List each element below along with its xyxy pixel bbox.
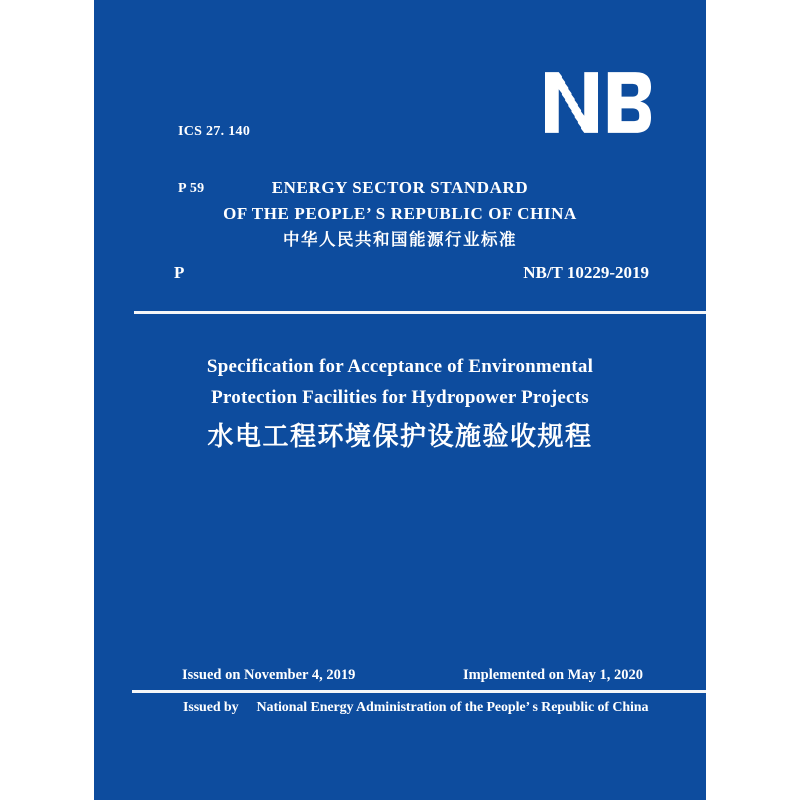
dates-row (182, 667, 643, 684)
ics-code: ICS 27. 140 (178, 124, 251, 139)
standard-cover (94, 0, 706, 800)
title-en-line2: Protection Facilities for Hydropower Projects (211, 387, 589, 408)
horizontal-rule-bottom (132, 690, 706, 693)
standard-org-header (94, 179, 706, 249)
org-name-en-line2: OF THE PEOPLE’ S REPUBLIC OF CHINA (223, 204, 577, 223)
title-en-line1: Specification for Acceptance of Environmental (206, 356, 594, 377)
class-letter: P (174, 263, 185, 282)
standard-number: NB/T 10229-2019 (523, 263, 649, 282)
issued-by-label: Issued by (183, 700, 239, 715)
standard-title (94, 356, 706, 452)
nb-logo (545, 72, 651, 133)
document-class-code: P 59 (178, 181, 205, 196)
issuer-row (183, 700, 648, 716)
issuer-name: National Energy Administration of the People’ s Republic of China (256, 700, 649, 715)
title-cn: 水电工程环境保护设施验收规程 (207, 422, 593, 451)
nb-logo-icon (545, 72, 651, 133)
horizontal-rule-top (134, 311, 706, 314)
org-name-en-line1: ENERGY SECTOR STANDARD (271, 178, 529, 197)
implemented-date: Implemented on May 1, 2020 (462, 667, 643, 683)
designation-row (174, 263, 649, 283)
issued-date: Issued on November 4, 2019 (182, 667, 356, 683)
org-name-cn: 中华人民共和国能源行业标准 (283, 230, 517, 249)
